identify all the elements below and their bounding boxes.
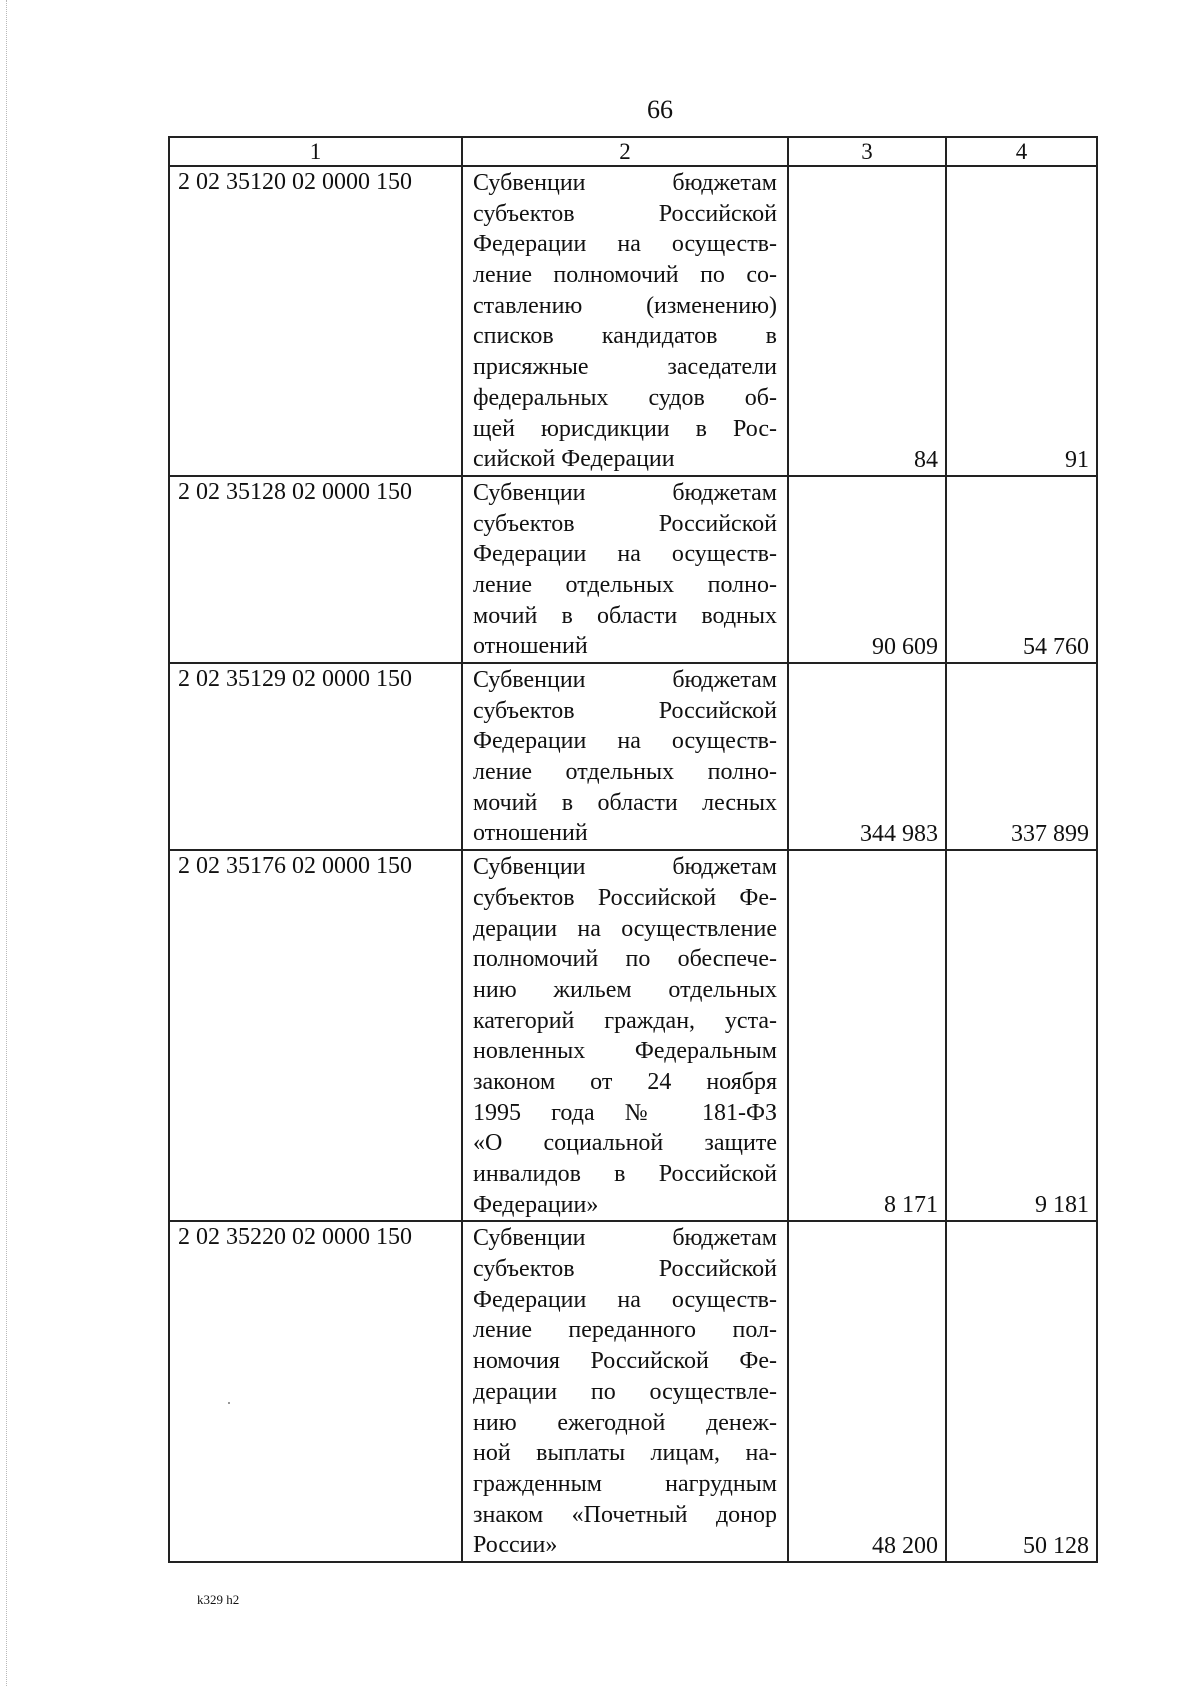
table-row (169, 476, 1097, 663)
budget-table (168, 136, 1098, 1563)
description-line: Субвенции бюджетам (473, 170, 777, 196)
description-line: законом от 24 ноября (473, 1068, 777, 1095)
description-line: Субвенции бюджетам (473, 854, 777, 881)
amount-col-3-cell: 344 983 (788, 663, 946, 850)
header-col-4: 4 (946, 137, 1097, 166)
table-row (169, 850, 1097, 1221)
footer-code: k329 h2 (197, 1592, 240, 1607)
description-cell (462, 1221, 788, 1562)
description-cell (462, 166, 788, 476)
description-line: субъектов Российской (473, 200, 777, 227)
description-line: Федерации на осуществ- (473, 231, 777, 258)
description-line: инвалидов в Российской (473, 1161, 777, 1187)
amount-col-3-cell: 84 (788, 166, 946, 476)
description-line: ление полномочий по со- (473, 262, 777, 289)
budget-code-cell: 2 02 35128 02 0000 150 (169, 476, 462, 663)
description-line: Федерации на осуществ- (473, 541, 777, 568)
description-line: новленных Федеральным (473, 1038, 777, 1065)
budget-code-cell: 2 02 35220 02 0000 150 (169, 1221, 462, 1562)
description-line: дерации по осуществле- (473, 1378, 777, 1405)
description-line: Субвенции бюджетам (473, 1225, 777, 1252)
description-line: субъектов Российской (473, 510, 777, 537)
description-line: категорий граждан, уста- (473, 1007, 777, 1034)
description-line: мочий в области лесных (473, 789, 777, 816)
page-number: 66 (647, 95, 673, 124)
scan-speck (228, 1402, 230, 1404)
description-line: субъектов Российской (473, 1256, 777, 1283)
description-line: Субвенции бюджетам (473, 667, 777, 693)
description-line: списков кандидатов в (473, 323, 777, 350)
header-col-2: 2 (462, 137, 788, 166)
amount-col-3-cell: 8 171 (788, 850, 946, 1221)
amount-col-3-cell: 48 200 (788, 1221, 946, 1562)
description-line: нию жильем отдельных (473, 976, 777, 1003)
table-body (169, 137, 1097, 1562)
budget-code-cell: 2 02 35120 02 0000 150 (169, 166, 462, 476)
description-line: ление отдельных полно- (473, 759, 777, 786)
description-line: полномочий по обеспече- (473, 946, 777, 973)
description-line: Федерации» (473, 1191, 599, 1218)
amount-col-3-cell: 90 609 (788, 476, 946, 663)
description-line: ление отдельных полно- (473, 571, 777, 598)
description-line: «О социальной защите (473, 1130, 777, 1157)
description-line: сийской Федерации (473, 446, 675, 473)
description-line: федеральных судов об- (473, 384, 777, 411)
amount-col-4-cell: 54 760 (946, 476, 1097, 663)
amount-col-4-cell: 50 128 (946, 1221, 1097, 1562)
budget-code-cell: 2 02 35176 02 0000 150 (169, 850, 462, 1221)
table-row (169, 166, 1097, 476)
description-line: номочия Российской Фе- (473, 1348, 777, 1375)
budget-code-cell: 2 02 35129 02 0000 150 (169, 663, 462, 850)
amount-col-4-cell: 91 (946, 166, 1097, 476)
description-line: дерации на осуществление (473, 915, 777, 942)
description-line: ставлению (изменению) (473, 292, 777, 319)
description-line: субъектов Российской (473, 697, 777, 724)
description-cell (462, 476, 788, 663)
description-line: ление переданного пол- (473, 1317, 777, 1344)
description-line: России» (473, 1532, 558, 1559)
description-line: отношений (473, 820, 588, 847)
description-line: Субвенции бюджетам (473, 479, 777, 506)
description-line: ной выплаты лицам, на- (473, 1440, 777, 1467)
description-line: присяжные заседатели (473, 354, 777, 381)
description-cell (462, 850, 788, 1221)
description-line: гражденным нагрудным (473, 1470, 777, 1497)
amount-col-4-cell: 337 899 (946, 663, 1097, 850)
description-line: субъектов Российской Фе- (473, 884, 777, 911)
description-line: щей юрисдикции в Рос- (473, 415, 777, 442)
description-line: 1995 года № 181-ФЗ (473, 1099, 777, 1126)
description-line: Федерации на осуществ- (473, 728, 777, 755)
description-line: отношений (473, 633, 588, 660)
description-cell (462, 663, 788, 850)
table-row (169, 1221, 1097, 1562)
header-col-1: 1 (169, 137, 462, 166)
description-line: Федерации на осуществ- (473, 1286, 777, 1313)
scan-margin-line (6, 0, 8, 1686)
description-line: мочий в области водных (473, 602, 777, 629)
header-col-3: 3 (788, 137, 946, 166)
amount-col-4-cell: 9 181 (946, 850, 1097, 1221)
table-header-row (169, 137, 1097, 166)
table-row (169, 663, 1097, 850)
description-line: знаком «Почетный донор (473, 1501, 777, 1528)
description-line: нию ежегодной денеж- (473, 1409, 777, 1436)
